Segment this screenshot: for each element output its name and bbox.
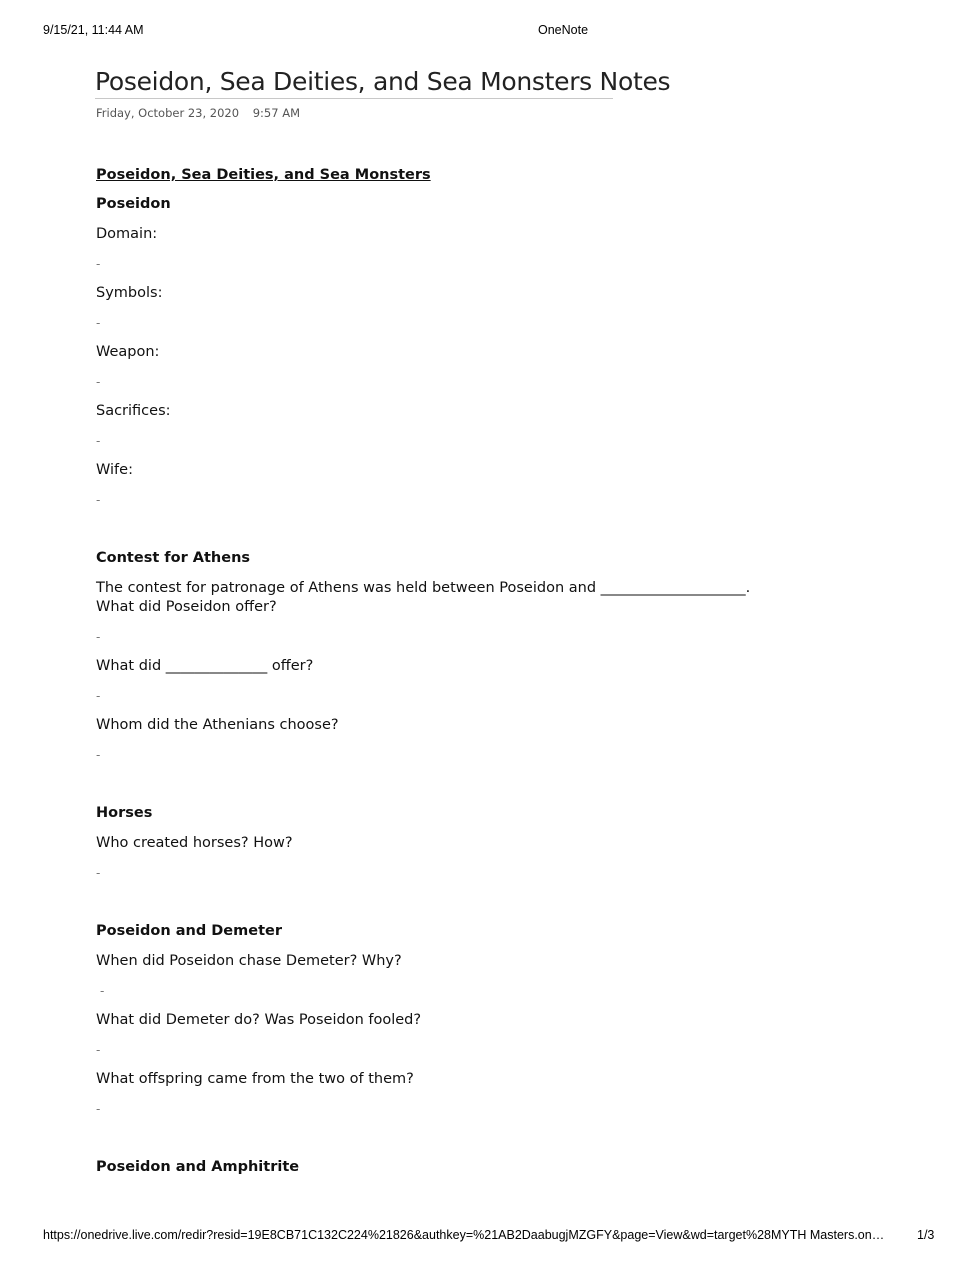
print-datetime: 9/15/21, 11:44 AM	[43, 23, 144, 37]
answer-dash: -	[96, 434, 101, 448]
answer-dash: -	[96, 375, 101, 389]
main-heading: Poseidon, Sea Deities, and Sea Monsters	[96, 167, 431, 183]
wife-label: Wife:	[96, 462, 133, 478]
domain-label: Domain:	[96, 226, 158, 242]
print-header	[0, 23, 979, 39]
section-heading-poseidon-and-demeter: Poseidon and Demeter	[96, 923, 283, 939]
weapon-label: Weapon:	[96, 344, 160, 360]
question-horses-created: Who created horses? How?	[96, 835, 293, 851]
answer-dash: -	[96, 630, 101, 644]
contest-text: The contest for patronage of Athens was held between Poseidon and ____________________.	[96, 580, 751, 596]
print-app-name: OneNote	[538, 23, 589, 37]
answer-dash: -	[96, 748, 101, 762]
page-time: 9:57 AM	[252, 106, 300, 120]
answer-dash: -	[96, 866, 101, 880]
question-athenians-choose: Whom did the Athenians choose?	[96, 717, 339, 733]
question-chase-demeter: When did Poseidon chase Demeter? Why?	[96, 953, 402, 969]
section-heading-poseidon: Poseidon	[96, 196, 171, 212]
answer-dash: -	[96, 1102, 101, 1116]
question-offspring: What offspring came from the two of them?	[96, 1071, 414, 1087]
answer-dash: -	[96, 1043, 101, 1057]
print-url: https://onedrive.live.com/redir?resid=19E8CB71C132C224%21826&authkey=%21AB2DaabugjMZGFY&page=View&wd=target%28MYTH Masters.on…	[43, 1228, 885, 1242]
question-poseidon-offer: What did Poseidon offer?	[96, 599, 277, 615]
answer-dash: -	[100, 984, 105, 998]
question-other-offer: What did ______________ offer?	[96, 658, 314, 674]
print-page-number: 1/3	[917, 1228, 935, 1242]
sacrifices-label: Sacrifices:	[96, 403, 171, 419]
page-date: Friday, October 23, 2020	[96, 106, 240, 120]
symbols-label: Symbols:	[96, 285, 163, 301]
answer-dash: -	[96, 689, 101, 703]
answer-dash: -	[96, 257, 101, 271]
section-heading-horses: Horses	[96, 805, 153, 821]
section-heading-contest-for-athens: Contest for Athens	[96, 550, 251, 566]
section-heading-poseidon-and-amphitrite: Poseidon and Amphitrite	[96, 1159, 300, 1175]
page-title: Poseidon, Sea Deities, and Sea Monsters Notes	[95, 67, 671, 96]
page-meta	[96, 106, 300, 120]
answer-dash: -	[96, 316, 101, 330]
answer-dash: -	[96, 493, 101, 507]
page-title-container	[95, 66, 671, 99]
question-demeter-fooled: What did Demeter do? Was Poseidon fooled?	[96, 1012, 422, 1028]
